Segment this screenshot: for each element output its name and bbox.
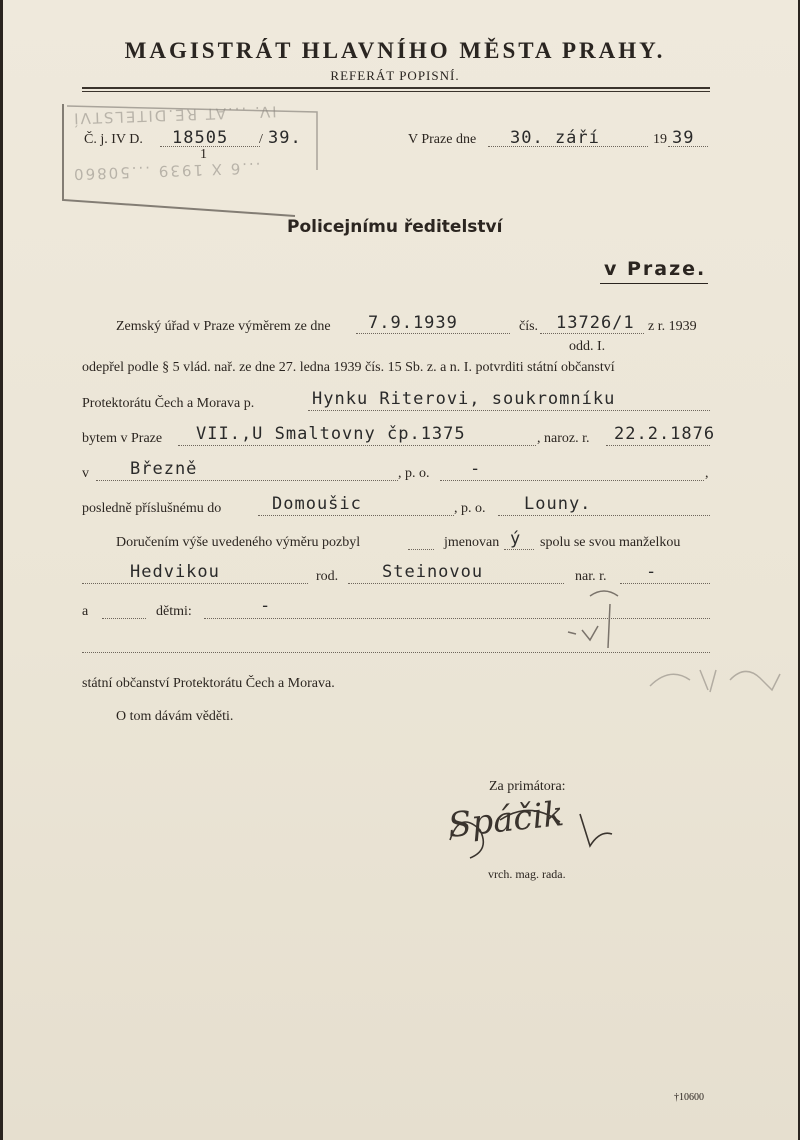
reference-label: Č. j. IV D. [84, 132, 143, 147]
posledne-label: posledně příslušnému do [82, 501, 222, 516]
maiden-name: Steinovou [382, 562, 484, 582]
addressee-line-1: Policejnímu ředitelství [287, 217, 503, 237]
person-dots [308, 410, 710, 411]
faded-annotation [640, 660, 790, 700]
po-comma: , [705, 466, 709, 481]
footer-code: †10600 [674, 1092, 704, 1103]
domicile-dots [258, 515, 454, 516]
spolu-text: spolu se svou manželkou [540, 535, 681, 550]
doruceni-text: Doručením výše uvedeného výměru pozbyl [116, 535, 361, 550]
signatory-title: vrch. mag. rada. [488, 867, 566, 881]
a-label: a [82, 604, 89, 619]
address-dots [178, 445, 536, 446]
birth-dots [606, 445, 710, 446]
v-label: v [82, 466, 89, 481]
wife-name: Hedvikou [130, 562, 220, 582]
decision-date: 7.9.1939 [368, 313, 458, 333]
po2-label: , p. o. [454, 501, 486, 516]
addressee-line-2: v Praze. [604, 258, 707, 280]
birth-value: 22.2.1876 [614, 424, 716, 444]
jmenovan-suffix: ý [510, 529, 522, 549]
domicile-value: Domoušic [272, 494, 362, 514]
closing-line: státní občanství Protektorátu Čech a Morava. [82, 676, 335, 691]
letterhead-rule-top [82, 87, 710, 89]
law-reference-line: odepřel podle § 5 vlád. nař. ze dne 27. ledna 1939 čís. 15 Sb. z. a n. I. potvrditi státní občanství [82, 360, 615, 375]
po-label: , p. o. [398, 466, 430, 481]
cis-dots [540, 333, 644, 334]
person-name: Hynku Riterovi, soukromníku [312, 389, 616, 409]
rod-label: rod. [316, 569, 339, 584]
signature-handwriting: Spáčik [446, 794, 566, 846]
address-value: VII.,U Smaltovny čp.1375 [196, 424, 466, 444]
reference-number-dots [160, 146, 260, 147]
pozbyl-dots [408, 549, 434, 550]
letterhead-rule-bottom [82, 91, 710, 92]
naroz-label: , naroz. r. [537, 431, 590, 446]
narr-label: nar. r. [575, 569, 607, 584]
detmi-value: - [260, 596, 272, 616]
bytem-label: bytem v Praze [82, 431, 163, 446]
year-prefix: 19 [653, 132, 667, 147]
notice-text: O tom dávám věděti. [116, 709, 234, 724]
narr-value: - [646, 562, 658, 582]
po2-dots [498, 515, 710, 516]
signature-flourish [440, 800, 630, 870]
page-left-edge [0, 0, 3, 1140]
wife-dots [82, 583, 308, 584]
detmi-label: dětmi: [156, 604, 192, 619]
letterhead-title: MAGISTRÁT HLAVNÍHO MĚSTA PRAHY. [124, 38, 666, 63]
place-date-label: V Praze dne [408, 132, 477, 147]
po2-value: Louny. [524, 494, 592, 514]
decision-label: Zemský úřad v Praze výměrem ze dne [116, 319, 331, 334]
protektorat-label: Protektorátu Čech a Morava p. [82, 396, 255, 411]
letter-date: 30. září [510, 128, 600, 148]
po-value: - [470, 459, 482, 479]
reference-slash: / [259, 132, 263, 147]
decision-date-dots [356, 333, 510, 334]
jmenovan-dots [504, 549, 534, 550]
stamp-line-1: IV. ...AT RE.DITELSTVÍ [71, 102, 277, 128]
za-primatora-label: Za primátora: [489, 779, 566, 794]
stamp-line-2: ...6 X 1939 ...50860 [71, 158, 261, 184]
a-dots [102, 618, 146, 619]
reference-year: 39. [268, 128, 302, 148]
birthplace-value: Březně [130, 459, 198, 479]
handwritten-check-mark [560, 578, 640, 658]
reference-sub: 1 [200, 147, 207, 162]
year-label: z r. 1939 [648, 319, 697, 334]
odd-label: odd. I. [569, 339, 606, 354]
reference-number: 18505 [172, 128, 229, 148]
cis-label: čís. [519, 319, 539, 334]
letterhead-subtitle: REFERÁT POPISNÍ. [330, 68, 460, 83]
cis-value: 13726/1 [556, 313, 635, 333]
jmenovan-text: jmenovan [444, 535, 500, 550]
year-suffix: 39 [672, 128, 695, 148]
addressee-underline [600, 283, 708, 284]
po-dots [440, 480, 704, 481]
maiden-dots [348, 583, 564, 584]
birthplace-dots [96, 480, 398, 481]
